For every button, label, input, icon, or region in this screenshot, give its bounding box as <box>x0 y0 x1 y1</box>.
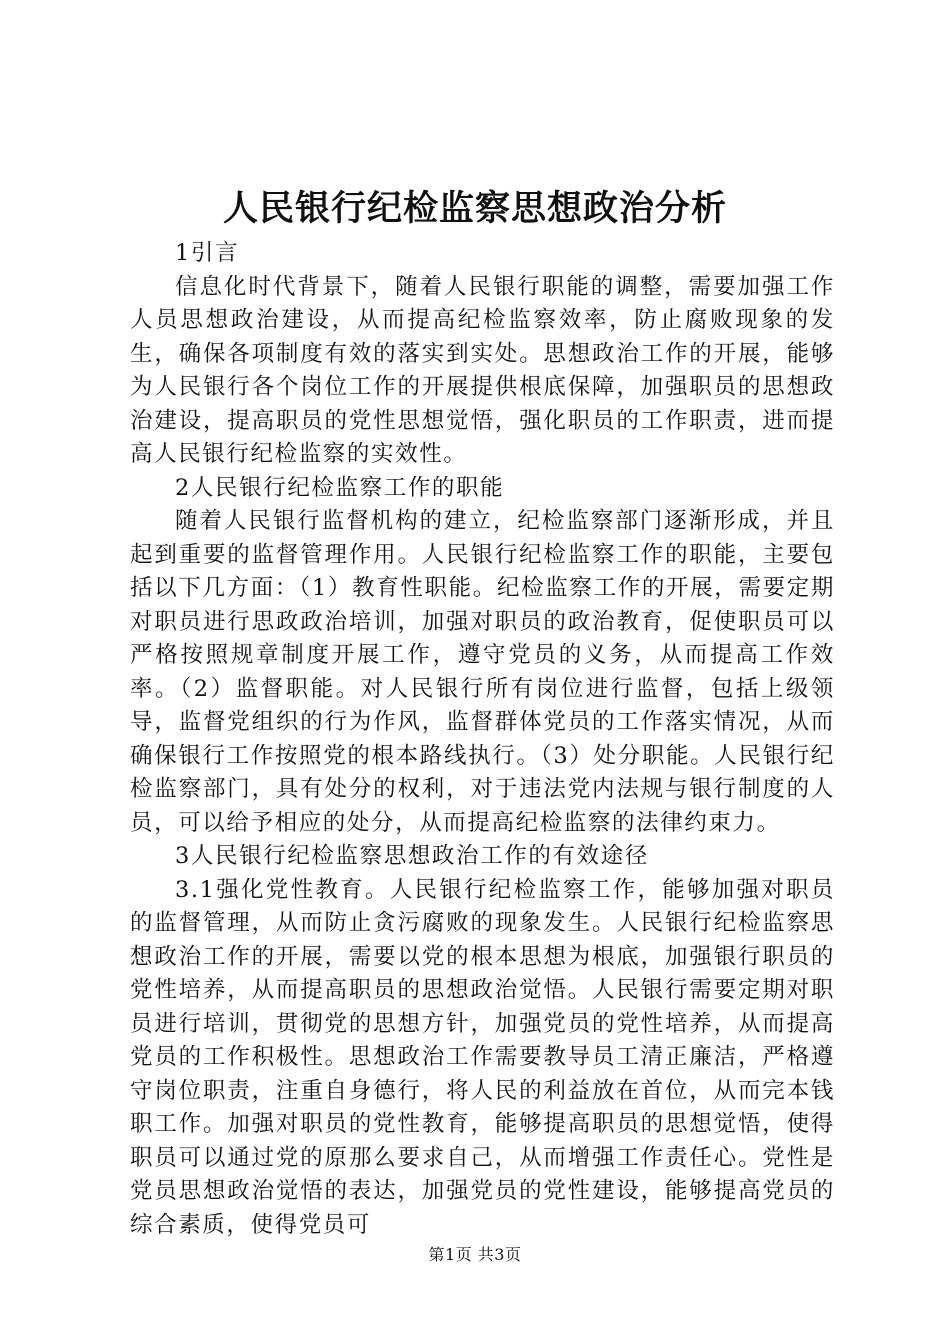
paragraph-intro: 信息化时代背景下，随着人民银行职能的调整，需要加强工作人员思想政治建设，从而提高纪检监察效率，防止腐败现象的发生，确保各项制度有效的落实到实处。思想政治工作的开展，能够为人民银行各个岗位工作的开展提供根底保障，加强职员的思想政治建设，提高职员的党性思想觉悟，强化职员的工作职责，进而提高人民银行纪检监察的实效性。 <box>130 273 835 467</box>
paragraph-party-education: 3.1强化党性教育。人民银行纪检监察工作，能够加强对职员的监督管理，从而防止贪污腐败的现象发生。人民银行纪检监察思想政治工作的开展，需要以党的根本思想为根底，加强银行职员的党性培养，从而提高职员的思想政治觉悟。人民银行需要定期对职员进行培训，贯彻党的思想方针，加强党员的党性培养，从而提高党员的工作积极性。思想政治工作需要教导员工清正廉洁，严格遵守岗位职责，注重自身德行，将人民的利益放在首位，从而完本钱职工作。加强对职员的党性教育，能够提高职员的思想觉悟，使得职员可以通过党的原那么要求自己，从而增强工作责任心。党性是党员思想政治觉悟的表达，加强党员的党性建设，能够提高党员的综合素质，使得党员可 <box>130 876 835 1238</box>
document-body <box>130 237 835 1242</box>
section-heading-intro: 1引言 <box>175 240 240 266</box>
page-footer: 第1页 共3页 <box>428 1245 522 1264</box>
section-heading-functions: 2人民银行纪检监察工作的职能 <box>175 474 505 501</box>
document-title: 人民银行纪检监察思想政治分析 <box>222 189 727 229</box>
section-heading-approaches: 3人民银行纪检监察思想政治工作的有效途径 <box>175 843 649 869</box>
paragraph-functions: 随着人民银行监督机构的建立，纪检监察部门逐渐形成，并且起到重要的监督管理作用。人民银行纪检监察工作的职能，主要包括以下几方面：（1）教育性职能。纪检监察工作的开展，需要定期对职员进行思政政治培训，加强对职员的政治教育，促使职员可以严格按照规章制度开展工作，遵守党员的义务，从而提高工作效率。（2）监督职能。对人民银行所有岗位进行监督，包括上级领导，监督党组织的行为作风，监督群体党员的工作落实情况，从而确保银行工作按照党的根本路线执行。（3）处分职能。人民银行纪检监察部门，具有处分的权利，对于违法党内法规与银行制度的人员，可以给予相应的处分，从而提高纪检监察的法律约束力。 <box>130 508 835 836</box>
